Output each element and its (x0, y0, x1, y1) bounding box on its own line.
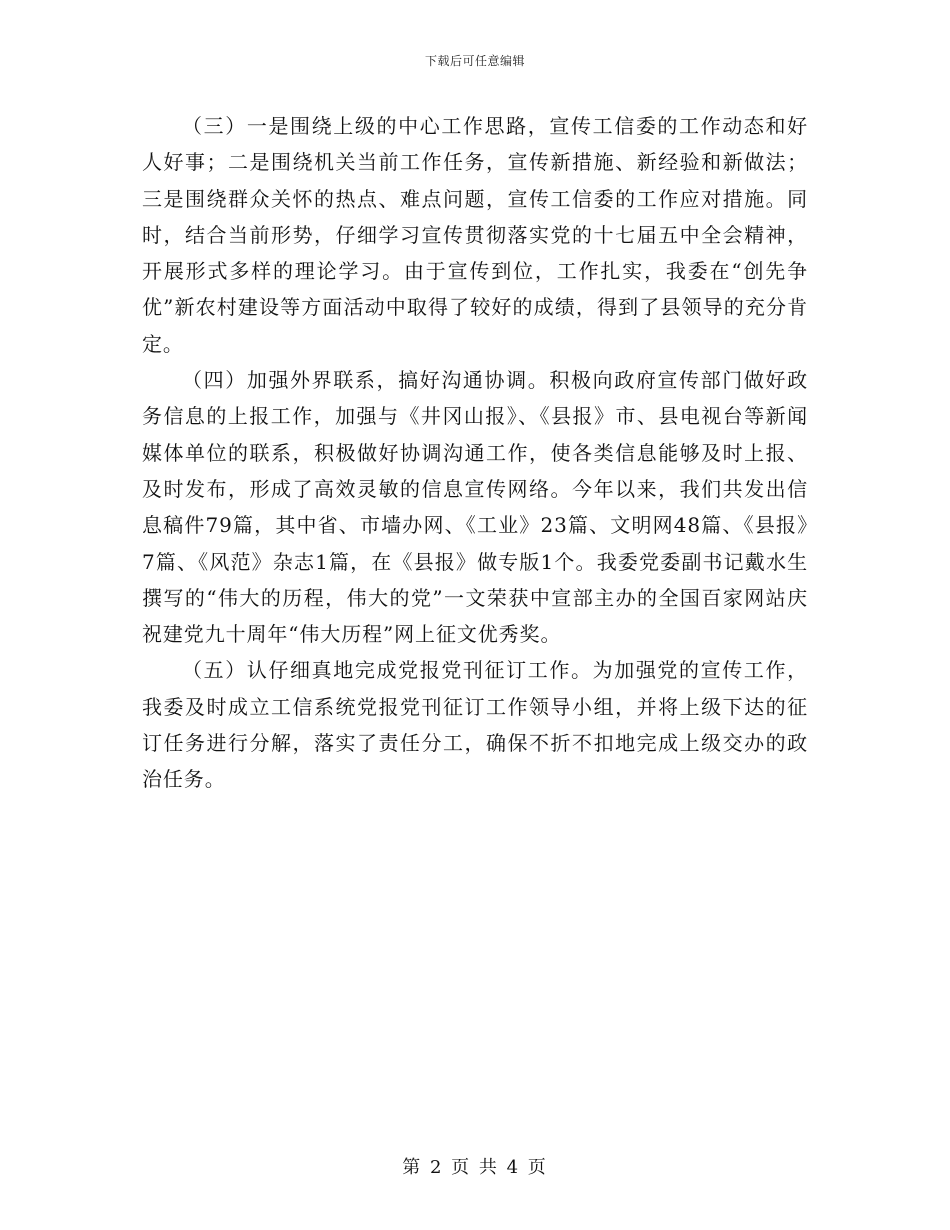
page-number: 第 2 页 共 4 页 (402, 1157, 548, 1178)
paragraph-4: （四）加强外界联系，搞好沟通协调。积极向政府宣传部门做好政务信息的上报工作，加强与《井冈山报》、《县报》市、县电视台等新闻媒体单位的联系，积极做好协调沟通工作，使各类信息能够及时上报、及时发布，形成了高效灵敏的信息宣传网络。今年以来，我们共发出信息稿件79篇，其中省、市墙办网、《工业》23篇、文明网48篇、《县报》7篇、《风范》杂志1篇，在《县报》做专版1个。我委党委副书记戴水生撰写的“伟大的历程，伟大的党”一文荣获中宣部主办的全国百家网站庆祝建党九十周年“伟大历程”网上征文优秀奖。 (142, 368, 808, 647)
paragraph-3: （三）一是围绕上级的中心工作思路，宣传工信委的工作动态和好人好事；二是围绕机关当前工作任务，宣传新措施、新经验和新做法；三是围绕群众关怀的热点、难点问题，宣传工信委的工作应对措施。同时，结合当前形势，仔细学习宣传贯彻落实党的十七届五中全会精神，开展形式多样的理论学习。由于宣传到位，工作扎实，我委在“创先争优”新农村建设等方面活动中取得了较好的成绩，得到了县领导的充分肯定。 (142, 114, 808, 356)
paragraph-5: （五）认仔细真地完成党报党刊征订工作。为加强党的宣传工作，我委及时成立工信系统党报党刊征订工作领导小组，并将上级下达的征订任务进行分解，落实了责任分工，确保不折不扣地完成上级交办的政治任务。 (142, 658, 808, 792)
page-header-note: 下载后可任意编辑 (424, 54, 525, 68)
document-body (142, 108, 808, 798)
